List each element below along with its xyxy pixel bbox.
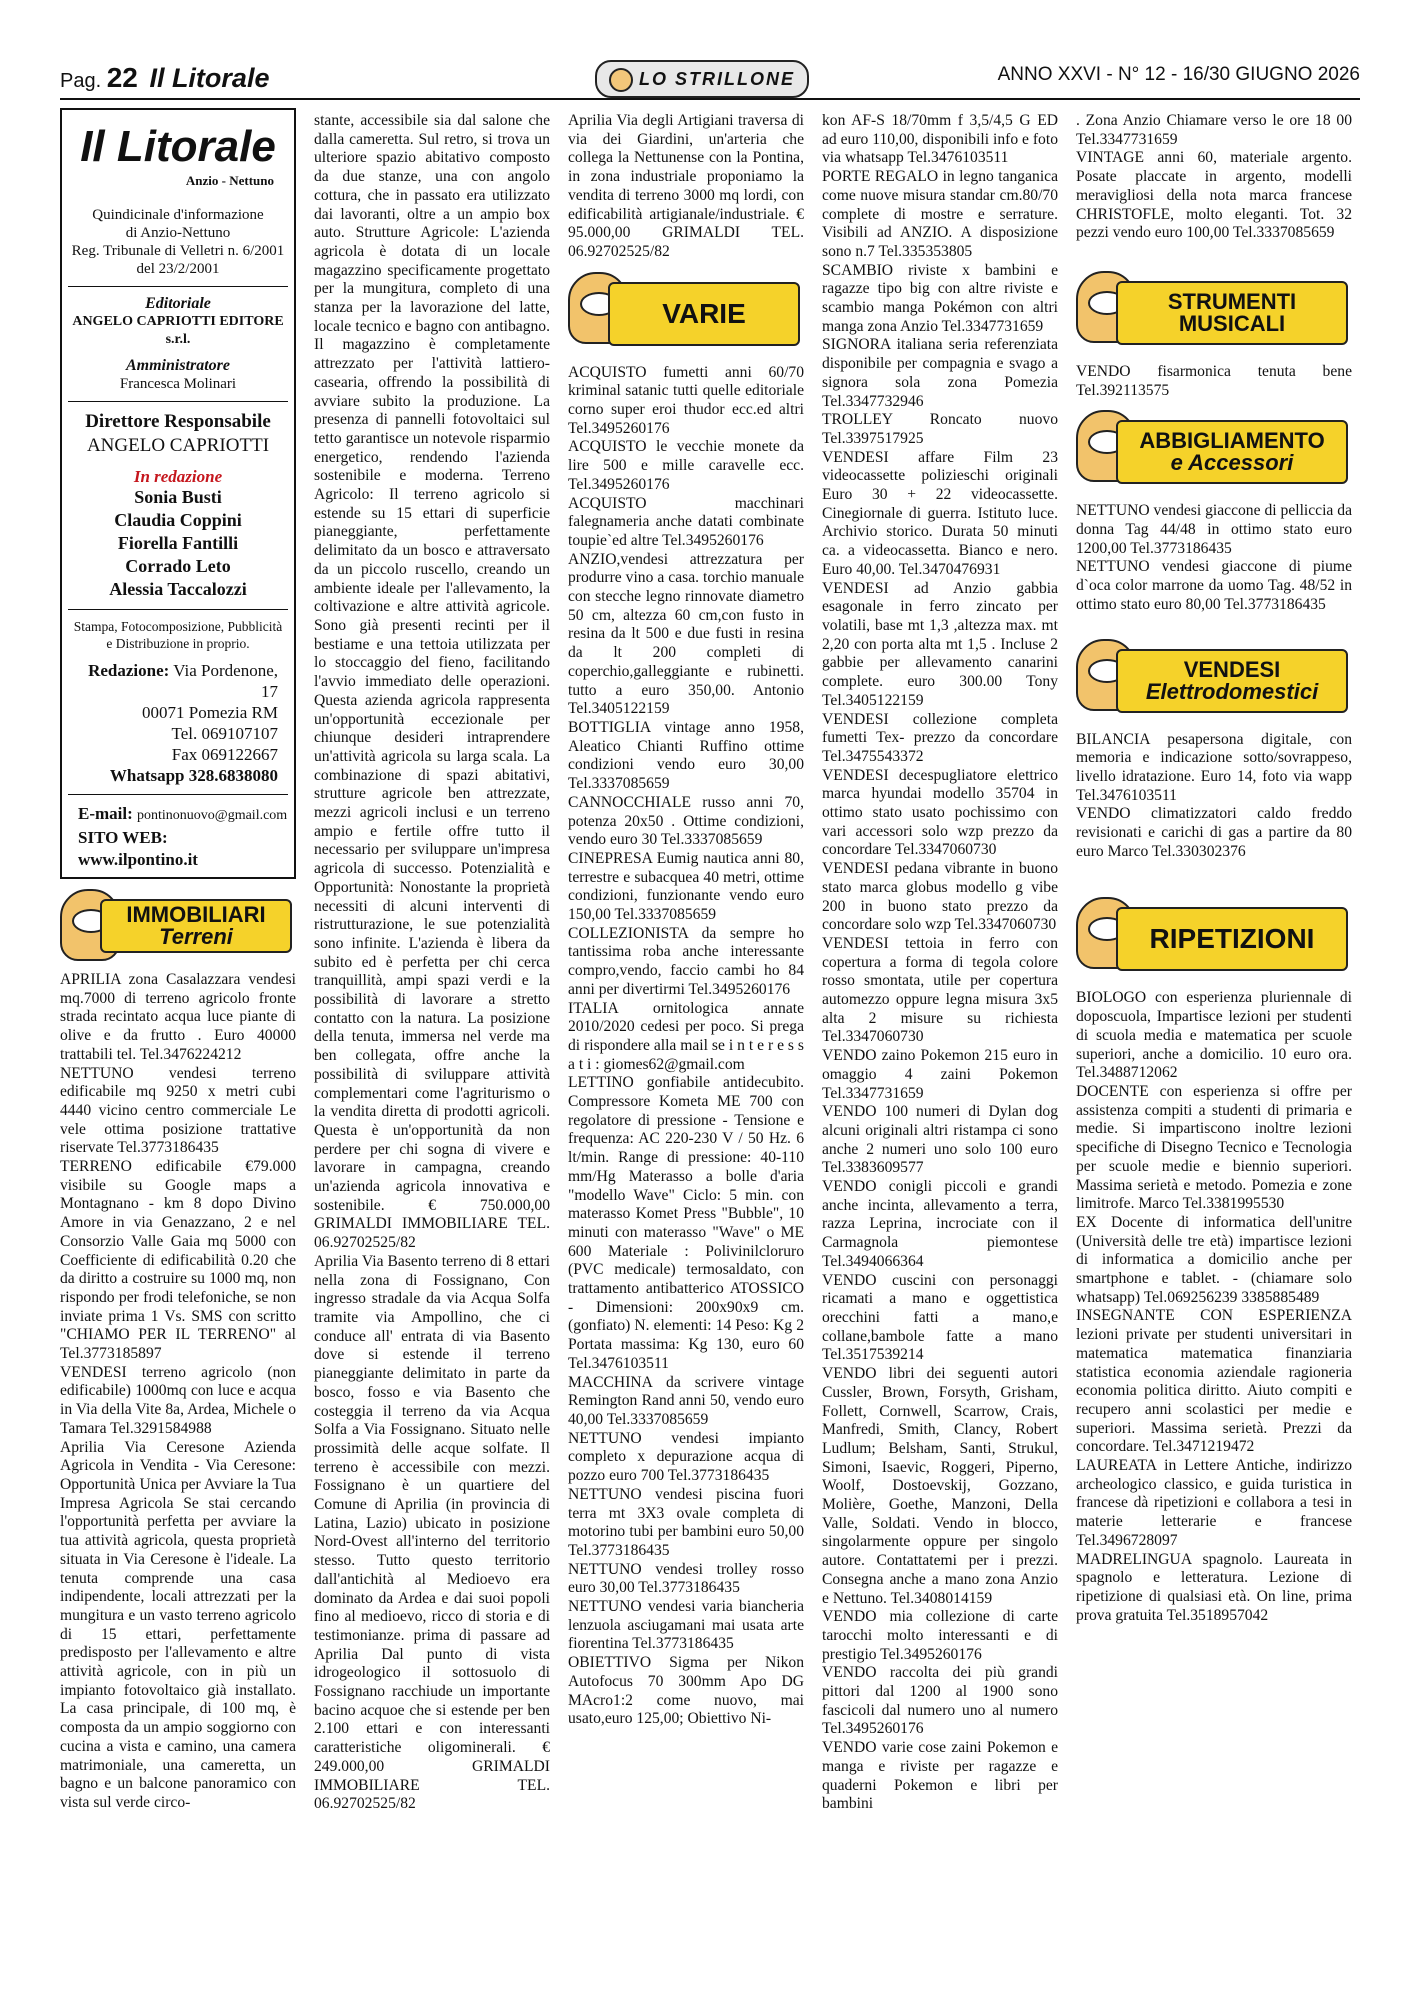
column-1 [60, 108, 296, 1813]
direttore-label: Direttore Responsabile [85, 411, 271, 432]
classified-ad: APRILIA zona Casalazzara vendesi mq.7000 di terreno agricolo fronte strada recintato acqua luce piante di olive e da frutto . Euro 40000 trattabili tel. Tel.3476224212 [60, 971, 296, 1063]
email-link[interactable]: pontinonuovo@gmail.com [137, 808, 288, 823]
banner-subtitle: Elettrodomestici [1145, 678, 1319, 704]
name-5: Alessia Taccalozzi [109, 579, 247, 599]
masthead-desc-2: di Anzio-Nettuno [125, 225, 231, 241]
masthead-desc-1: Quindicinale d'informazione [92, 207, 264, 223]
banner-title: VENDESI [1183, 656, 1281, 682]
classified-ad: VENDO 100 numeri di Dylan dog alcuni originali altri ristampa ci sono anche 2 numeri uno solo 100 euro Tel.3383609577 [822, 1103, 1058, 1177]
banner-bar [1116, 420, 1348, 484]
classified-ad: MADRELINGUA spagnolo. Laureata in spagnolo e letteratura. Lezione di ripetizione di qualsiasi età. On line, prima prova gratuita Tel.3518957042 [1076, 1550, 1352, 1624]
divider [68, 286, 288, 287]
mascot-icon [609, 68, 633, 92]
classified-ad: NETTUNO vendesi piscina fuori terra mt 3X3 ovale completa di motorino tubi per bambini euro 50,00 Tel.3773186435 [568, 1485, 804, 1559]
classified-ad: EX Docente di informatica dell'unitre (Università delle tre età) impartisce lezioni di informatica a domicilio anche per smartphone e tablet. - (chiamare solo whatsapp) Tel.069256239 3385885489 [1076, 1213, 1352, 1306]
classified-ad: VENDESI terreno agricolo (non edificabile) 1000mq con luce e acqua in Via della Vite 8a, Ardea, Michele o Tamara Tel.3291584988 [60, 1363, 296, 1437]
banner-bar [1116, 281, 1348, 345]
masthead [60, 108, 296, 879]
masthead-logo: Il Litorale [80, 122, 276, 171]
classified-ad: NETTUNO vendesi giaccone di pelliccia da donna Tag 44/48 in ottimo stato euro 1200,00 Tel.3773186435 [1076, 502, 1352, 557]
classified-ad: CINEPRESA Eumig nautica anni 80, terrestre e subacquea 40 metri, ottime condizioni, funzionante vendo euro 150,00 Tel.3337085659 [568, 849, 804, 924]
telephone: Tel. 069107107 [171, 724, 278, 743]
name-4: Corrado Leto [125, 556, 231, 576]
address-line-2: 00071 Pomezia RM [142, 703, 278, 722]
classified-ad: ITALIA ornitologica annate 2010/2020 cedesi per poco. Si prega di rispondere alla mail se i n t e r e s s a t i : giomes62@gmail.com [568, 999, 804, 1073]
classified-ad: BIOLOGO con esperienza pluriennale di doposcuola, Impartisce lezioni per studenti di scuola media e matematica per scuole superiori, anche a domicilio. 10 euro ora. Tel.3488712062 [1076, 989, 1352, 1082]
classified-ad: VENDESI decespugliatore elettrico marca hyundai modello 35704 in ottimo stato usato pochissimo con vari accessori solo wzp prezzo da concordare Tel.3347060730 [822, 766, 1058, 859]
section-banner-varie [568, 270, 804, 354]
classified-ad: BILANCIA pesapersona digitale, con memoria e indicazione sotto/sovrappeso, livello idratazione. Euro 14, foto via wapp Tel.3476103511 [1076, 730, 1352, 804]
paper-name: Il Litorale [149, 63, 270, 93]
page-label: Pag. [60, 70, 102, 92]
classified-ad: DOCENTE con esperienza si offre per assistenza compiti a studenti di primaria e medie. Si impartiscono inoltre lezioni specifiche di Disegno Tecnico e Tecnologia per scuole medie e biennio superiori. Massima serietà e metodo. Pomezia e zone limitrofe. Marco Tel.3381995530 [1076, 1082, 1352, 1213]
stampa-line-2: e Distribuzione in proprio. [106, 636, 250, 651]
editoriale-value: ANGELO CAPRIOTTI EDITORE s.r.l. [72, 314, 284, 347]
classified-ad: VENDO raccolta dei più grandi pittori dal 1200 al 1900 sono fascicoli dal numero uno al numero Tel.3495260176 [822, 1664, 1058, 1738]
column-2 [314, 112, 550, 1814]
classified-ad: VENDO varie cose zaini Pokemon e manga e riviste per ragazze e quaderni Pokemon e libri per bambini [822, 1739, 1058, 1813]
classified-ad: NETTUNO vendesi giaccone di piume d`oca color marrone da uomo Tag. 48/52 in ottimo stato euro 80,00 Tel.3773186435 [1076, 558, 1352, 613]
fax: Fax 069122667 [171, 745, 278, 764]
section-banner-abbigliamento [1076, 408, 1352, 492]
masthead-desc-4: del 23/2/2001 [136, 261, 220, 277]
masthead-subtitle: Anzio - Nettuno [185, 173, 274, 188]
address-line-1: Via Pordenone, 17 [173, 661, 278, 701]
classified-ad: VENDO conigli piccoli e grandi anche incinta, allevamento a terra, razza Leprina, incrociate con il Carmagnola piemontese Tel.3494066364 [822, 1178, 1058, 1270]
classified-ad: VENDESI collezione completa fumetti Tex- prezzo da concordare Tel.3475543372 [822, 710, 1058, 765]
name-2: Claudia Coppini [114, 510, 242, 530]
classified-ad: NETTUNO vendesi terreno edificabile mq 9250 x metri cubi 4440 vicino centro commerciale Le vele ottima posizione trattative riservate Tel.3773186435 [60, 1064, 296, 1157]
classified-ad: LAUREATA in Lettere Antiche, indirizzo archeologico classico, e guida turistica in francese dà ripetizioni e collabora a tesi in materie letterarie e francese Tel.3496728097 [1076, 1457, 1352, 1549]
classified-ad: ANZIO,vendesi attrezzatura per produrre vino a casa. torchio manuale con stecche legno rinnovate diametro 50 cm, altezza 60 cm,con fusto in resina da lt 500 e due fusti in resina da lt 200 completi di coperchio,galleggiante e rubinetti. tutto a euro 350,00. Antonio Tel.3405122159 [568, 550, 804, 718]
classified-ad: PORTE REGALO in legno tanganica come nuove misura standar cm.80/70 complete di mostre e serrature. Visibili ad ANZIO. A disposizione sono n.7 Tel.335353805 [822, 168, 1058, 260]
direttore-value: ANGELO CAPRIOTTI [86, 435, 270, 456]
column-3 [568, 112, 804, 1729]
column-5 [1076, 112, 1352, 1625]
web-label: SITO WEB: [78, 828, 168, 847]
divider [68, 609, 288, 610]
section-banner-ripetizioni [1076, 895, 1352, 979]
banner-bar [1116, 907, 1348, 971]
stampa-line-1: Stampa, Fotocomposizione, Pubblicità [73, 619, 283, 634]
classified-ad: . Zona Anzio Chiamare verso le ore 18 00 Tel.3347731659 [1076, 112, 1352, 148]
section-banner-vendesi [1076, 637, 1352, 721]
classified-ad: Aprilia Via degli Artigiani traversa di via dei Giardini, un'arteria che collega la Nettunense con la Pontina, in zona industriale proponiamo la vendita di terreno 3000 mq lordi, con edificabilità artigianale/industriale. € 95.000,00 GRIMALDI TEL. 06.92702525/82 [568, 112, 804, 260]
classified-ad: ACQUISTO le vecchie monete da lire 500 e mille caravelle ecc. Tel.3495260176 [568, 438, 804, 493]
classified-ad: ACQUISTO macchinari falegnameria anche datati combinate toupie`ed altre Tel.3495260176 [568, 494, 804, 549]
classified-ad: NETTUNO vendesi impianto completo x depurazione acqua di pozzo euro 700 Tel.3773186435 [568, 1429, 804, 1485]
name-1: Sonia Busti [134, 487, 222, 507]
column-4 [822, 112, 1058, 1814]
section-banner-strumenti [1076, 269, 1352, 353]
classified-ad: Aprilia Via Ceresone Azienda Agricola in Vendita - Via Ceresone: Opportunità Unica per Avviare la Tua Impresa Agricola Se stai cercando l'opportunità perfetta per avviare la tua attività agricola, questa proprietà situata in Via Ceresone è l'ideale. La tenuta comprende una casa indipendente, locali attrezzati per la mungitura e un vasto terreno agricolo di 15 ettari, perfettamente predisposto per l'allevamento e altre attività agricole, con in più un impianto fotovoltaico già installato. La casa principale, di 100 mq, è composta da un ampio soggiorno con cucina a vista e camino, una camera matrimoniale, una cameretta, un bagno e un balcone panoramico con vista sul verde circo- [60, 1438, 296, 1811]
classified-ad: Aprilia Via Basento terreno di 8 ettari nella zona di Fossignano, Con ingresso stradale da via Acqua Solfa tramite via Ampollino, che ci conduce all' entrata di via Basento dove si estende il terreno pianeggiante delimitato in parte da bosco, fosso e via Basento che costeggia il terreno da via Acqua Solfa a Via Fossignano. Situato nelle prossimità delle acque solfate. Il terreno è accessibile con mezzi. Fossignano è un quartiere del Comune di Aprilia (in provincia di Latina, Lazio) ubicato in posizione Nord-Ovest all'interno del territorio stesso. Tutto questo territorio dall'antichità al Medioevo era dominato da Ardea e dai suoi popoli fino al medioevo, ricco di storia e di testimonianze. prima di passare ad Aprilia Dal punto di vista idrogeologico il sottosuolo di Fossignano racchiude un importante bacino acquoe che si estende per ben 2.100 ettari e con interessanti caratteristiche oligominerali. € 249.000,00 GRIMALDI IMMOBILIARE TEL. 06.92702525/82 [314, 1252, 550, 1813]
redazione-addr-label: Redazione: [88, 661, 170, 680]
classified-ad: COLLEZIONISTA da sempre ho tantissima roba anche interessante compro,vendo, faccio cambi ho 84 anni per divertirmi Tel.3495260176 [568, 924, 804, 998]
classified-ad: VENDO cuscini con personaggi ricamati a mano e oggettistica orecchini fatti a mano,e collane,bambole fatte a mano Tel.3517539214 [822, 1271, 1058, 1364]
banner-title: ABBIGLIAMENTO [1139, 428, 1325, 454]
banner-title: IMMOBILIARI [126, 902, 266, 927]
classified-ad: MACCHINA da scrivere vintage Remington Rand anni 50, vendo euro 40,00 Tel.3337085659 [568, 1373, 804, 1428]
classified-ad: CANNOCCHIALE russo anni 70, potenza 20x50 . Ottime condizioni, vendo euro 30 Tel.3337085659 [568, 793, 804, 849]
banner-bar [608, 282, 800, 346]
classified-ad: TROLLEY Roncato nuovo Tel.3397517925 [822, 411, 1058, 447]
web-link[interactable]: www.ilpontino.it [78, 850, 198, 869]
classified-ad: SIGNORA italiana seria referenziata disponibile per compagnia e svago a signora sola zona Pomezia Tel.3347732946 [822, 336, 1058, 410]
classified-ad: VENDESI ad Anzio gabbia esagonale in ferro zincato per volatili, base mt 1,3 ,altezza max. mt 2,20 con porta alta mt 1,5 . Incluse 2 gabbie per allevamento canarini complete. euro 300.00 Tony Tel.3405122159 [822, 579, 1058, 709]
classified-ad: VENDESI tettoia in ferro con copertura a forma di tegola colore rosso smontata, utile per copertura automezzo oppure legna misura 3x5 alta 2 misure su richiesta Tel.3347060730 [822, 934, 1058, 1046]
strillone-logo [595, 60, 809, 98]
banner-title: STRUMENTI [1167, 288, 1297, 314]
classified-ad: VENDO fisarmonica tenuta bene Tel.392113575 [1076, 362, 1352, 399]
issue-info: ANNO XXVI - N° 12 - 16/30 GIUGNO 2026 [997, 64, 1360, 85]
page-header [60, 60, 1360, 100]
page-number: 22 [106, 62, 138, 93]
classified-ad: TERRENO edificabile €79.000 visibile su Google maps a Montagnano - km 8 dopo Divino Amore in via Genazzano, 2 e nel Consorzio Valle Gaia mq 5000 con Coefficiente di edificabilità 0.20 che da diritto a costruire su 1000 mq, non rispondo per frodi telefoniche, se non inviate prima 1 Vs. SMS con scritto "CHIAMO PER IL TERRENO" al Tel.3773185897 [60, 1158, 296, 1363]
editoriale-label: Editoriale [145, 295, 211, 312]
header-rule [60, 98, 1360, 100]
amministratore-label: Amministratore [125, 357, 231, 374]
classified-ad: stante, accessibile sia dal salone che dalla cameretta. Sul retro, si trova un ulteriore spazio abitativo composto da due stanze, una con angolo cottura, che in passato era utilizzato dai lavoranti, oltre a un ampio box auto. Strutture Agricole: L'azienda agricola è dotata di un locale magazzino specificamente progettato per la mungitura, completo di una stanza per la lavorazione del latte, locale tecnico e bagno con antibagno. Il magazzino è completamente attrezzato per l'attività lattiero-casearia, offrendo la possibilità di avviare subito la produzione. La presenza di pannelli fotovoltaici sul tetto garantisce un notevole risparmio energetico, rendendo l'azienda sostenibile e moderna. Terreno Agricolo: Il terreno agricolo si estende su 15 ettari di superficie pianeggiante, perfettamente delimitato da un bosco e attraversato da un piccolo ruscello, creando un ambiente ideale per l'allevamento, la coltivazione e altre attività agricole. Sono già presenti recinti per il bestiame e una tettoia utilizzata per lo stoccaggio del fieno, facilitando l'avvio immediato delle operazioni. Questa azienda agricola rappresenta un'opportunità eccezionale per chiunque desideri intraprendere un'attività agricola su larga scala. La combinazione di spazi abitativi, strutture agricole ben attrezzate, mezzi agricoli inclusi e un terreno ampio e fertile offre tutto il necessario per sviluppare un'impresa agricola di successo. Potenzialità e Opportunità: Nonostante la proprietà necessiti di alcuni interventi di ristrutturazione, le sue potenzialità sono infinite. L'azienda è libera da subito ed è perfetta per chi cerca tranquillità, ampi spazi verdi e la possibilità di lavorare a stretto contatto con la natura. La posizione della tenuta, immersa nel verde ma ben collegata, offre anche la possibilità di sviluppare attività complementari come l'agriturismo o la vendita diretta di prodotti agricoli. Questa è un'opportunità da non perdere per chi sogna di vivere e lavorare in campagna, creando un'azienda agricola innovativa e sostenibile. € 750.000,00 GRIMALDI IMMOBILIARE TEL. 06.92702525/82 [314, 112, 550, 1252]
amministratore-value: Francesca Molinari [119, 376, 237, 392]
banner-title: RIPETIZIONI [1149, 923, 1315, 955]
divider [68, 794, 288, 795]
redazione-label: In redazione [133, 467, 223, 486]
strillone-logo-text: LO STRILLONE [639, 69, 795, 89]
classified-ad: VENDO climatizzatori caldo freddo revisionati e carichi di gas a partire da 80 euro Marco Tel.330302376 [1076, 805, 1352, 860]
banner-title: VARIE [662, 297, 746, 329]
page-number-block [60, 62, 269, 94]
name-3: Fiorella Fantilli [117, 533, 239, 553]
whatsapp: Whatsapp 328.6838080 [109, 766, 278, 785]
section-banner-immobiliari [60, 887, 296, 961]
banner-subtitle: MUSICALI [1178, 310, 1286, 336]
banner-subtitle: Terreni [159, 924, 233, 949]
classified-ad: OBIETTIVO Sigma per Nikon Autofocus 70 300mm Apo DG MAcro1:2 come nuovo, mai usato,euro 125,00; Obiettivo Ni- [568, 1654, 804, 1728]
classified-ad: BOTTIGLIA vintage anno 1958, Aleatico Chianti Ruffino ottime condizioni vendo euro 30,00 Tel.3337085659 [568, 718, 804, 793]
classified-ad: ACQUISTO fumetti anni 60/70 kriminal satanic tutti quelle editoriale corno super eroi thudor ecc.ed altri Tel.3495260176 [568, 363, 804, 437]
classified-ad: VINTAGE anni 60, materiale argento. Posate placcate in argento, modelli meravigliosi della nota marca francese CHRISTOFLE, molto eleganti. Tot. 32 pezzi vendo euro 100,00 Tel.3337085659 [1076, 149, 1352, 242]
classified-ad: NETTUNO vendesi varia biancheria lenzuola asciugamani mai usata arte fiorentina Tel.3773186435 [568, 1598, 804, 1653]
classified-ad: VENDO mia collezione di carte tarocchi molto interessanti e di prestigio Tel.3495260176 [822, 1608, 1058, 1663]
classified-ad: VENDESI affare Film 23 videocassette polizieschi originali Euro 30 + 22 videocassette. Cinegiornale di guerra. Istituto luce. Archivio storico. Durata 50 minuti ca. a videocassetta. Bianco e nero. Euro 40,00. Tel.3470476931 [822, 448, 1058, 578]
banner-bar [1116, 649, 1348, 713]
classified-ad: VENDO zaino Pokemon 215 euro in omaggio 4 zaini Pokemon Tel.3347731659 [822, 1047, 1058, 1102]
email-label: E-mail: [78, 804, 133, 823]
classified-ad: SCAMBIO riviste x bambini e ragazze tipo big con altre riviste e scambio manga Pokémon con altri manga zona Anzio Tel.3347731659 [822, 261, 1058, 335]
banner-bar [100, 899, 292, 953]
classified-ad: VENDO libri dei seguenti autori Cussler, Brown, Forsyth, Grisham, Follett, Cornwell, Scarrow, Crais, Manfredi, Smith, Clancy, Robert Ludlum; Belsham, Santi, Strukul, Simoni, Isaevic, Roggeri, Piperno, Woolf, Dostoevskij, Gozzano, Molière, Goethe, Manzoni, Della Valle, Soldati. Vendo in blocco, singolarmente oppure per singolo autore. Contattatemi per i prezzi. Consegna anche a mano zona Anzio e Nettuno. Tel.3408014159 [822, 1365, 1058, 1607]
divider [68, 401, 288, 402]
classified-ad: INSEGNANTE CON ESPERIENZA lezioni private per studenti universitari in matematica matematica finanziaria statistica economia aziendale ragioneria economia politica diritto. Aiuto compiti e recupero anni scolastici per medie e superiori. Massima serietà. Prezzi da concordare. Tel.3471219472 [1076, 1307, 1352, 1456]
masthead-desc-3: Reg. Tribunale di Velletri n. 6/2001 [71, 243, 285, 259]
classified-ad: kon AF-S 18/70mm f 3,5/4,5 G ED ad euro 110,00, disponibili info e foto via whatsapp Tel.3476103511 [822, 112, 1058, 167]
classified-ad: LETTINO gonfiabile antidecubito. Compressore Kometa ME 700 con regolatore di pressione - Tensione e frequenza: AC 220-230 V / 50 Hz. 6 lt/min. Range di pressione: 40-110 mm/Hg Materasso a bolle d'aria "modello Wave" Ciclo: 5 min. con materasso Komet Press "Bubble", 10 minuti con materasso "Wave" o ME 600 Materiale : Polivinilcloruro (PVC medicale) termosaldato, con trattamento antibatterico ATOSSICO - Dimensioni: 200x90x9 cm. (gonfiato) N. elementi: 14 Peso: Kg 2 Portata massima: Kg 130, euro 60 Tel.3476103511 [568, 1074, 804, 1372]
banner-subtitle: e Accessori [1170, 450, 1294, 476]
classified-ad: VENDESI pedana vibrante in buono stato marca globus modello g vibe 200 in buono stato prezzo da concordare solo wzp Tel.3347060730 [822, 860, 1058, 934]
classified-ad: NETTUNO vendesi trolley rosso euro 30,00 Tel.3773186435 [568, 1560, 804, 1597]
